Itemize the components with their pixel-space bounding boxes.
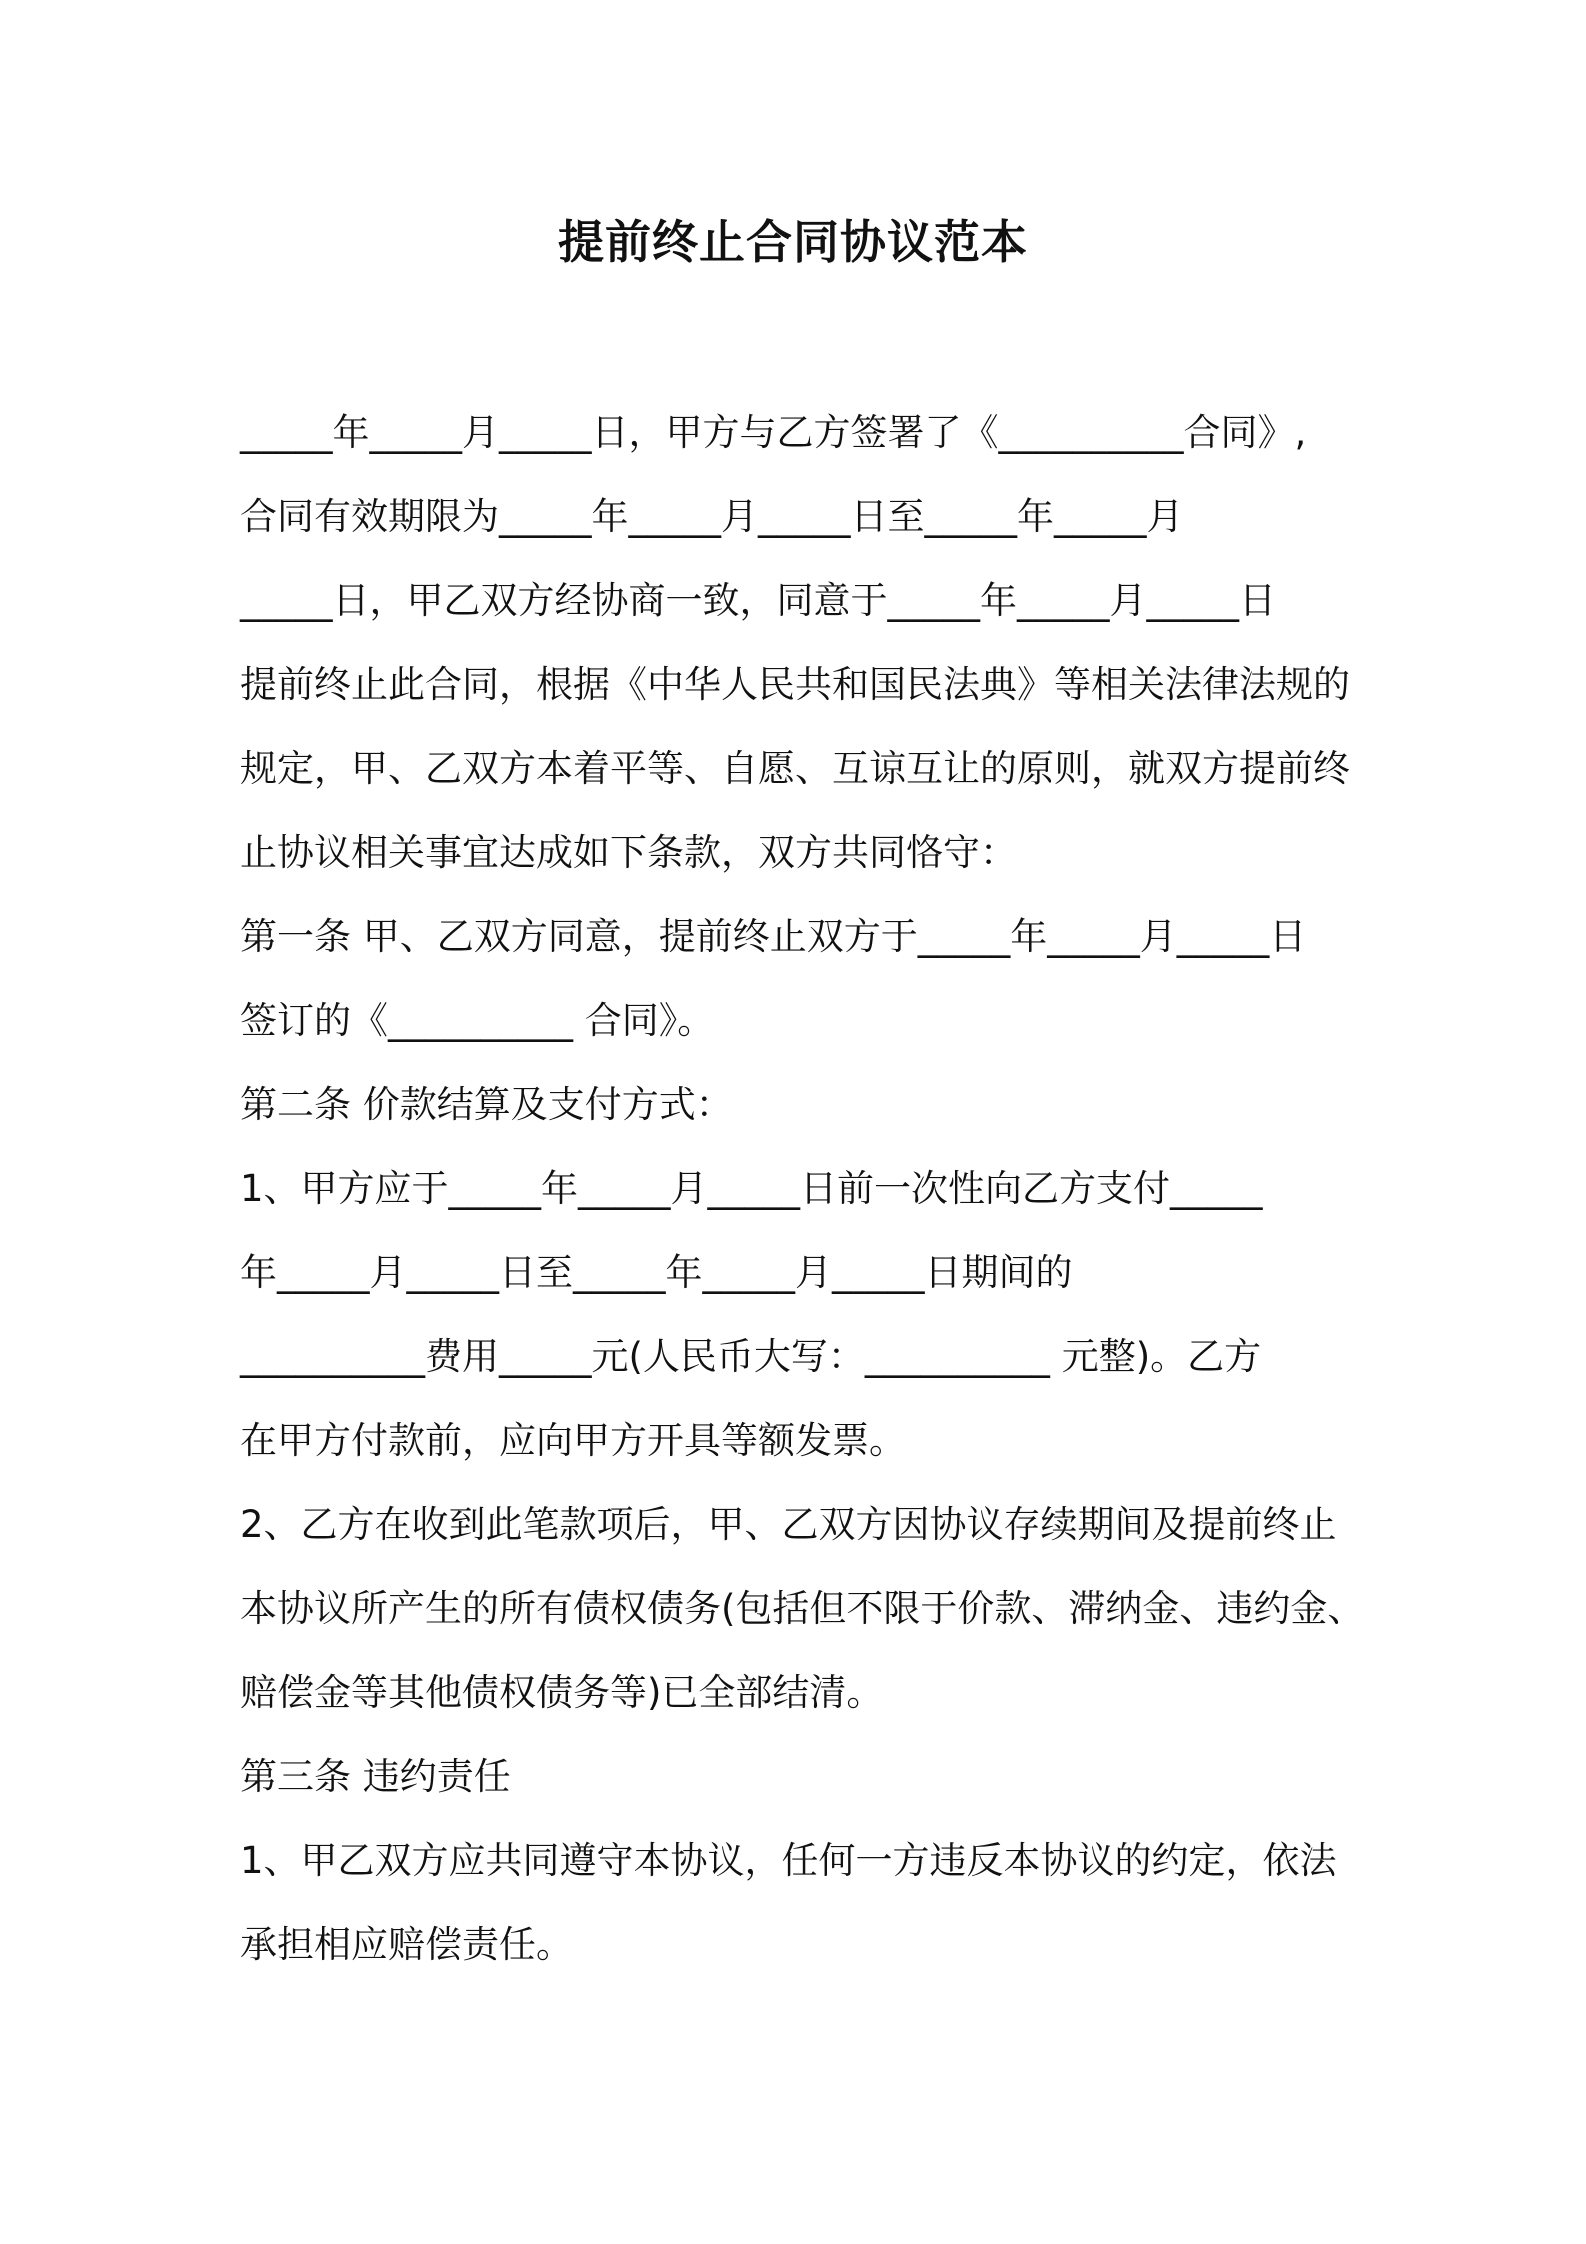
paragraph-line: 在甲方付款前，应向甲方开具等额发票。 [240, 1419, 906, 1462]
article-heading: 第二条 价款结算及支付方式： [240, 1083, 733, 1126]
paragraph-line: 赔偿金等其他债权债务等)已全部结清。 [240, 1671, 884, 1714]
paragraph-line: 规定，甲、乙双方本着平等、自愿、互谅互让的原则，就双方提前终 [240, 747, 1350, 790]
paragraph-line: 年_____月_____日至_____年_____月_____日期间的 [240, 1251, 1073, 1294]
article-heading: 第一条 甲、乙双方同意，提前终止双方于_____年_____月_____日 [240, 915, 1307, 958]
paragraph-line: 2、乙方在收到此笔款项后，甲、乙双方因协议存续期间及提前终止 [240, 1503, 1337, 1546]
paragraph-line: __________费用_____元(人民币大写：__________ 元整)。乙方 [240, 1335, 1262, 1378]
paragraph-line: 提前终止此合同，根据《中华人民共和国民法典》等相关法律法规的 [240, 663, 1350, 706]
paragraph-line: 止协议相关事宜达成如下条款，双方共同恪守： [240, 831, 1017, 874]
article-heading: 第三条 违约责任 [240, 1755, 511, 1798]
paragraph-line: 签订的《__________ 合同》。 [240, 999, 715, 1042]
paragraph-line: 1、甲乙双方应共同遵守本协议，任何一方违反本协议的约定，依法 [240, 1839, 1337, 1882]
paragraph-line: 承担相应赔偿责任。 [240, 1923, 573, 1966]
paragraph-line: _____日，甲乙双方经协商一致，同意于_____年_____月_____日 [240, 579, 1276, 622]
paragraph-line: _____年_____月_____日，甲方与乙方签署了《__________合同》, [240, 411, 1307, 454]
paragraph-line: 本协议所产生的所有债权债务(包括但不限于价款、滞纳金、违约金、 [240, 1587, 1365, 1630]
document-title: 提前终止合同协议范本 [558, 215, 1028, 269]
paragraph-line: 1、甲方应于_____年_____月_____日前一次性向乙方支付_____ [240, 1167, 1263, 1210]
paragraph-line: 合同有效期限为_____年_____月_____日至_____年_____月 [240, 495, 1184, 538]
